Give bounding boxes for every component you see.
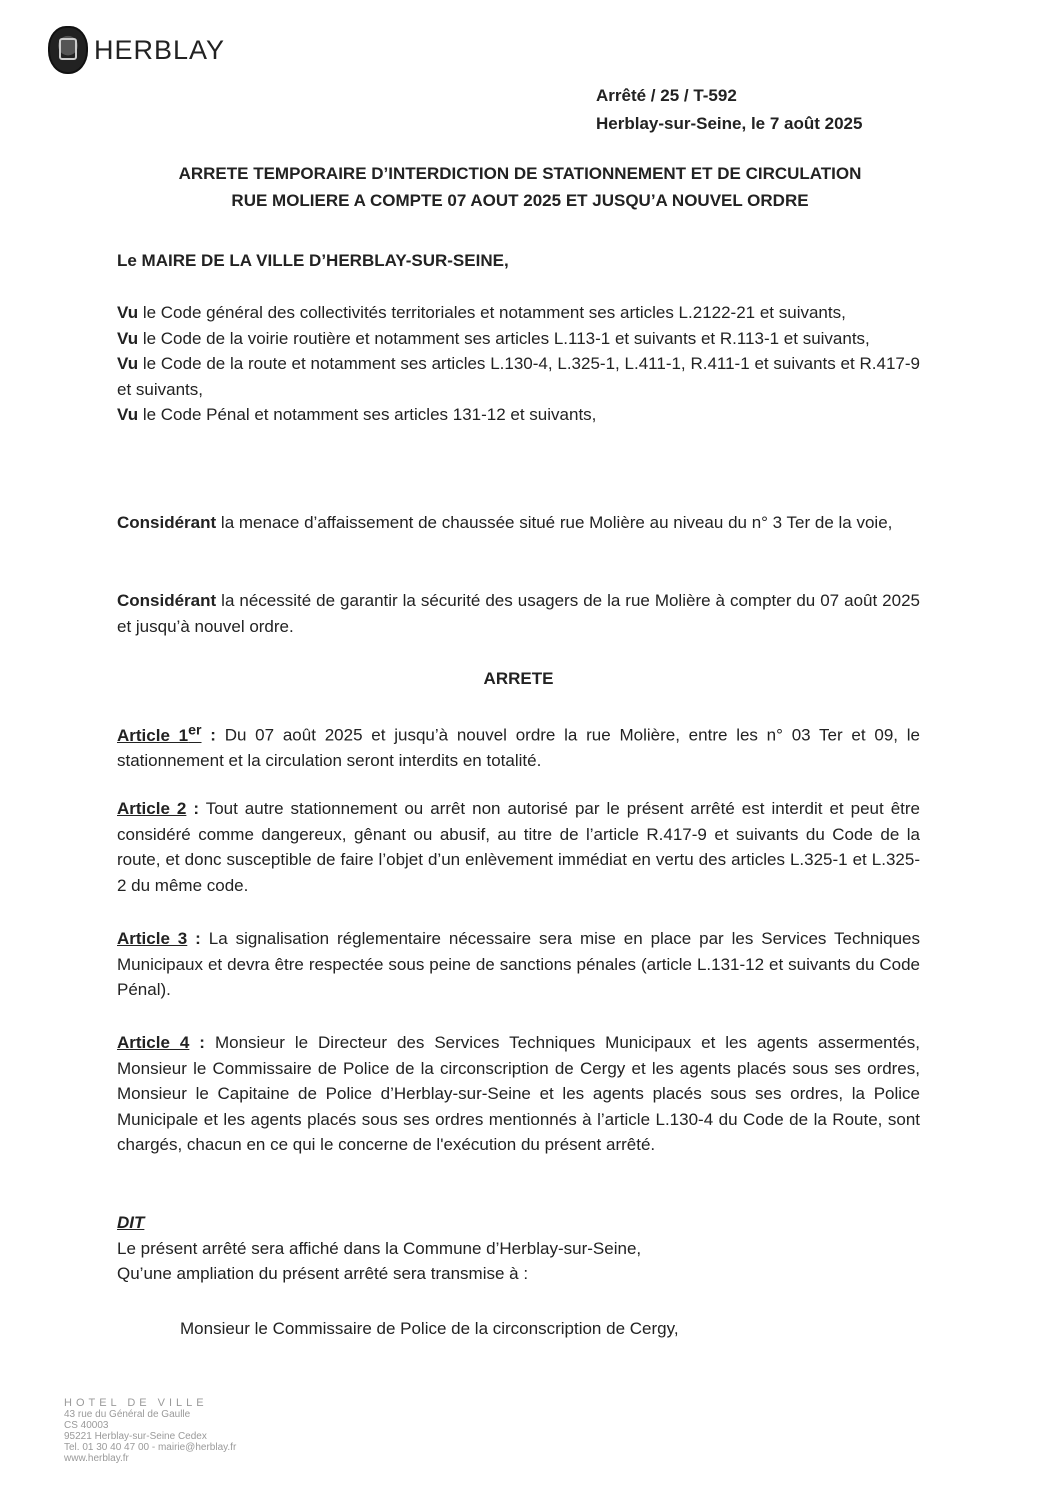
footer-line: www.herblay.fr (64, 1453, 129, 1464)
footer-line: 43 rue du Général de Gaulle (64, 1409, 191, 1420)
decision-heading: ARRETE (483, 669, 554, 688)
city-logo (48, 26, 225, 74)
place-and-date: Herblay-sur-Seine, le 7 août 2025 (596, 114, 863, 133)
visa-item: Vu le Code général des collectivités territoriales et notamment ses articles L.2122-21 et suivants, (117, 303, 846, 322)
document-title (110, 160, 930, 214)
footer-address (64, 1398, 236, 1464)
footer-line: CS 40003 (64, 1420, 109, 1431)
visas-block (117, 300, 920, 428)
footer-title: HOTEL DE VILLE (64, 1397, 208, 1409)
dit-block (117, 1210, 920, 1287)
visa-item: Vu le Code de la voirie routière et notamment ses articles L.113-1 et suivants et R.113-1 et suivants, (117, 328, 870, 348)
dit-line-2: Qu’une ampliation du présent arrêté sera transmise à : (117, 1264, 529, 1283)
decree-reference: Arrêté / 25 / T-592 (596, 86, 737, 105)
article-2: Article 2 : Tout autre stationnement ou arrêt non autorisé par le présent arrêté est interdit et peut être considéré comme dangereux, gênant ou abusif, au titre de l’article R.417-9 et suivants du Code de la route, et donc susceptible de faire l’objet d’un enlèvement immédiat en vertu des articles L.325-1 et L.325-2 du même code. (117, 799, 920, 895)
consideration-item: Considérant la nécessité de garantir la sécurité des usagers de la rue Molière à compter du 07 août 2025 et jusqu’à nouvel ordre. (117, 591, 920, 636)
visa-item: Vu le Code Pénal et notamment ses articles 131-12 et suivants, (117, 405, 597, 424)
title-line-2: RUE MOLIERE A COMPTE 07 AOUT 2025 ET JUSQU’A NOUVEL ORDRE (231, 191, 809, 210)
dit-line-1: Le présent arrêté sera affiché dans la Commune d’Herblay-sur-Seine, (117, 1238, 642, 1258)
visa-item: Vu le Code de la route et notamment ses articles L.130-4, L.325-1, L.411-1, R.411-1 et suivants et R.417-9 et suivants, (117, 354, 920, 399)
dit-heading: DIT (117, 1213, 145, 1232)
recipient-line: Monsieur le Commissaire de Police de la circonscription de Cergy, (180, 1319, 679, 1338)
footer-line: Tel. 01 30 40 47 00 - mairie@herblay.fr (64, 1442, 237, 1453)
footer-line: 95221 Herblay-sur-Seine Cedex (64, 1431, 207, 1442)
article-3: Article 3 : La signalisation réglementaire nécessaire sera mise en place par les Services Techniques Municipaux et devra être respectée sous peine de sanctions pénales (article L.131-12 et suivants du Code Pénal). (117, 929, 921, 999)
document-reference-block (596, 82, 862, 138)
authority-line: Le MAIRE DE LA VILLE D’HERBLAY-SUR-SEINE, (117, 251, 509, 270)
coat-of-arms-icon (48, 26, 88, 74)
title-line-1: ARRETE TEMPORAIRE D’INTERDICTION DE STATIONNEMENT ET DE CIRCULATION (178, 164, 862, 183)
article-4: Article 4 : Monsieur le Directeur des Services Techniques Municipaux et les agents assermentés, Monsieur le Commissaire de Police de la circonscription de Cergy et les agents placés sous ses ordres, Monsieur le Capitaine de Police d’Herblay-sur-Seine et les agents placés sous ses ordres, la Police Municipale et les agents placés sous ses ordres mentionnés à l’article L.130-4 du Code de la Route, sont chargés, chacun en ce qui le concerne de l'exécution du présent arrêté. (117, 1033, 921, 1154)
consideration-item: Considérant la menace d’affaissement de chaussée situé rue Molière au niveau du n° 3 Ter de la voie, (117, 513, 893, 532)
logo-text: HERBLAY (94, 34, 226, 65)
article-1: Article 1er : Du 07 août 2025 et jusqu’à nouvel ordre la rue Molière, entre les n° 03 Ter et 09, le stationnement et la circulation seront interdits en totalité. (117, 722, 920, 771)
